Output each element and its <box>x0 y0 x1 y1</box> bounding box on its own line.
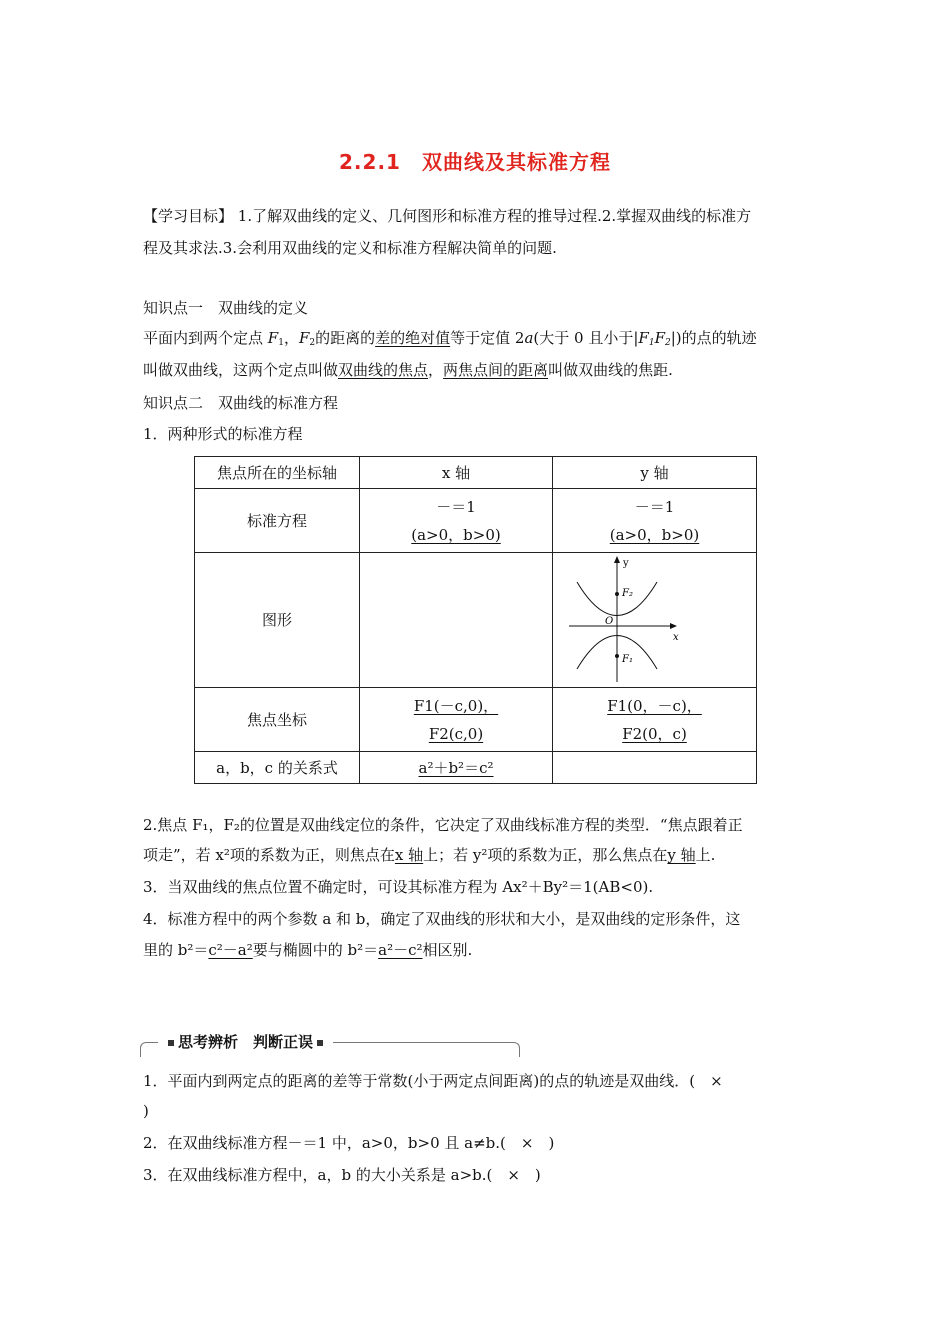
kp1-line-1 <box>143 328 757 348</box>
table-row-figure <box>195 553 757 688</box>
figure-y-label: y <box>622 558 629 569</box>
note-text: 里的 b²＝ <box>143 941 209 959</box>
f2-symbol: F <box>298 329 310 347</box>
x-axis-arrow-icon <box>670 623 677 629</box>
kp1-comma: ， <box>283 329 299 347</box>
table-row-header <box>195 457 757 489</box>
y-equation: －＝1 <box>634 497 675 516</box>
square-bullet-icon <box>317 1040 323 1046</box>
focus-f1-point <box>615 654 619 658</box>
table-row-focus <box>195 688 757 752</box>
think-section-label-wrap <box>158 1030 333 1054</box>
note-text: 要与椭圆中的 b²＝ <box>252 941 379 959</box>
table-cell-x-equation <box>360 489 553 553</box>
note-c2-a2-underlined: c²－a² <box>208 941 253 959</box>
table-cell-y-equation <box>553 489 757 553</box>
note-2-line-1: 2.焦点 F₁，F₂的位置是双曲线定位的条件，它决定了双曲线标准方程的类型．“焦点跟着正 <box>143 816 743 834</box>
table-header-axis: 焦点所在的坐标轴 <box>195 457 360 489</box>
kp1-text: (大于 0 且小于| <box>533 329 639 347</box>
note-3: 3．当双曲线的焦点位置不确定时，可设其标准方程为 Ax²＋By²＝1(AB<0). <box>143 878 654 896</box>
table-header-x-axis: x 轴 <box>360 457 553 489</box>
think-q3: 3．在双曲线标准方程中，a，b 的大小关系是 a>b.( × ) <box>143 1166 541 1184</box>
think-q2: 2．在双曲线标准方程－＝1 中，a>0，b>0 且 a≠b.( × ) <box>143 1134 555 1152</box>
note-y-axis-underlined: y 轴 <box>667 846 696 864</box>
f1-sub: 1 <box>278 338 284 348</box>
f2-sub: 2 <box>309 338 316 348</box>
f1-symbol: F <box>267 329 279 347</box>
table-cell-y-figure <box>553 553 757 688</box>
kp1-underlined-abs-diff: 差的绝对值 <box>375 329 451 347</box>
x-focus-2: F2(c,0) <box>428 724 484 743</box>
y-focus-1: F1(0，－c)， <box>607 696 702 715</box>
table-header-y-axis: y 轴 <box>553 457 757 489</box>
figure-f1-label: F₁ <box>621 654 633 665</box>
kp2-subheading: 1．两种形式的标准方程 <box>143 425 303 443</box>
table-row-equation <box>195 489 757 553</box>
table-label-relation: a，b，c 的关系式 <box>195 752 360 784</box>
table-cell-x-figure <box>360 553 553 688</box>
figure-x-label: x <box>672 632 679 643</box>
page-title: 2.2.1 双曲线及其标准方程 <box>339 150 611 174</box>
y-axis-arrow-icon <box>614 556 620 563</box>
note-2-line-2 <box>143 845 715 865</box>
think-q1-line-1: 1．平面内到两定点的距离的差等于常数(小于两定点间距离)的点的轨迹是双曲线．( × <box>143 1072 723 1090</box>
kp1-text: 叫做双曲线，这两个定点叫做 <box>143 361 339 379</box>
table-label-focus: 焦点坐标 <box>195 688 360 752</box>
figure-f2-label: F₂ <box>621 588 633 599</box>
think-section-label: 思考辨析 判断正误 <box>178 1033 314 1051</box>
x-condition: (a>0，b>0) <box>411 525 501 544</box>
kp1-text: ， <box>428 361 444 379</box>
note-4-line-2 <box>143 940 472 960</box>
x-equation: －＝1 <box>436 497 476 516</box>
note-text: 上；若 y²项的系数为正，那么焦点在 <box>423 846 668 864</box>
figure-origin-label: O <box>604 616 613 627</box>
kp1-a-var: a <box>524 329 534 347</box>
note-4-line-1: 4．标准方程中的两个参数 a 和 b，确定了双曲线的形状和大小，是双曲线的定形条件，这 <box>143 910 741 928</box>
table-cell-y-focus <box>553 688 757 752</box>
think-q1-line-2: ) <box>143 1102 149 1120</box>
table-label-figure: 图形 <box>195 553 360 688</box>
note-text: 项走”，若 x²项的系数为正，则焦点在 <box>143 846 395 864</box>
kp1-text: 叫做双曲线的焦距. <box>548 361 673 379</box>
kp1-underlined-foci: 双曲线的焦点 <box>338 361 429 379</box>
square-bullet-icon <box>168 1040 174 1046</box>
note-x-axis-underlined: x 轴 <box>394 846 424 864</box>
kp1-text: 平面内到两个定点 <box>143 329 268 347</box>
objectives-label: 【学习目标】 <box>143 207 234 225</box>
kp1-text: 等于定值 2 <box>450 329 525 347</box>
x-focus-1: F1(－c,0)， <box>413 696 499 715</box>
objectives-text-1: 1.了解双曲线的定义、几何图形和标准方程的推导过程.2.掌握双曲线的标准方 <box>233 207 752 225</box>
note-a2-c2-underlined: a²－c² <box>378 941 423 959</box>
kp1-f1f2: $F_1F_2$ <box>638 329 671 348</box>
note-text: 上. <box>695 846 716 864</box>
table-row-relation <box>195 752 757 784</box>
table-cell-x-focus <box>360 688 553 752</box>
table-label-equation: 标准方程 <box>195 489 360 553</box>
kp1-line-2 <box>143 360 673 380</box>
objectives-line-2: 程及其求法.3.会利用双曲线的定义和标准方程解决简单的问题. <box>143 239 557 257</box>
focus-f2-point <box>615 592 619 596</box>
note-text: 相区别. <box>422 941 473 959</box>
think-section-header <box>140 1030 520 1056</box>
kp1-heading: 知识点一 双曲线的定义 <box>143 299 309 317</box>
x-relation: a²＋b²＝c² <box>360 752 553 784</box>
kp1-underlined-focal-distance: 两焦点间的距离 <box>443 361 549 379</box>
hyperbola-y-axis-figure <box>555 554 755 686</box>
objectives-line-1 <box>143 206 751 226</box>
y-relation <box>553 752 757 784</box>
y-focus-2: F2(0，c) <box>622 724 687 743</box>
standard-equation-table <box>194 456 757 784</box>
kp1-text: 的距离的 <box>315 329 376 347</box>
kp1-text: |)的点的轨迹 <box>670 329 757 347</box>
kp2-heading: 知识点二 双曲线的标准方程 <box>143 394 339 412</box>
y-condition: (a>0，b>0) <box>609 525 700 544</box>
